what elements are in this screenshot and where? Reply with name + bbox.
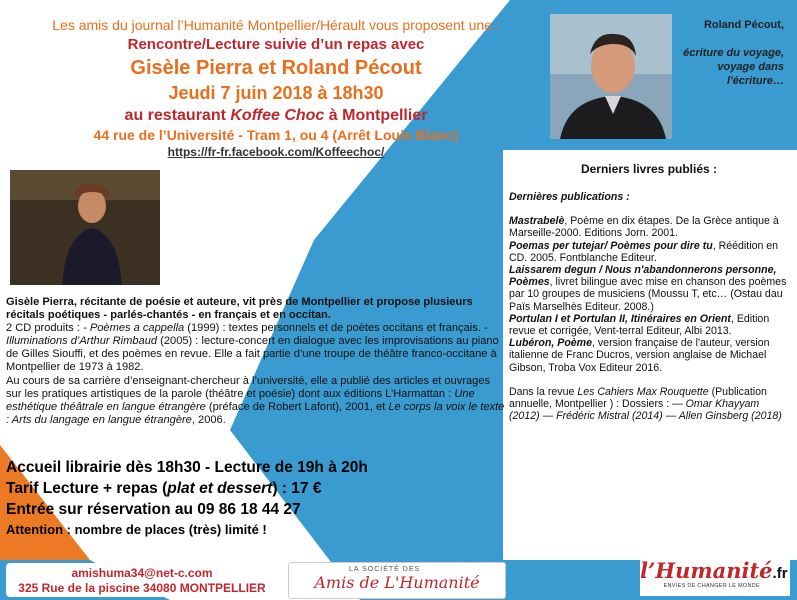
bio-career: Au cours de sa carrière d’enseignant-chercheur à l’université, elle a publié des articles et ouvrages sur les pratiques artistiques de la parole (théâtre et poésie) dont aux éditions L’Harmattan : Une esthétique théâtrale en langue étrangère (préface de Robert Lafont), 2001, et Le corps la voix le texte : Arts du langage en langue étrangère, 2006. [6,374,505,426]
bio-intro: Gisèle Pierra, récitante de poésie et auteure, vit près de Montpellier et propose plusieurs récitals poétiques - parlés-chantés - en français et en occitan. [6,296,473,322]
contact-address: 325 Rue de la piscine 34080 MONTPELLIER [18,581,266,595]
venue-name: Koffee Choc [230,107,325,124]
bib-item: Portulan I et Portulan II, Itinéraires en Orient, Edition revue et corrigée, Vent-terral Editeur, Albi 2013. [509,312,770,338]
gisele-bio [6,296,506,427]
roland-name: Roland Pécout, [703,19,784,31]
attention-line: Attention : nombre de places (très) limité ! [6,522,267,537]
bib-item: Poemas per tutejar/ Poèmes pour dire tu, Réédition en CD. 2005. Fontblanche Editeur. [509,239,779,264]
bib-item: Laissarem degun / Nous n'abandonnerons personne, Poèmes, livret bilingue avec mise en chanson des poèmes par 10 groupes de musiciens (Moussu T, etc… (Ostau dau Païs Marselhès Editeur. 2008.) [509,264,787,313]
reservation-line: Entrée sur réservation au 09 86 18 44 27 [6,501,301,518]
societe-label: LA SOCIÉTÉ DES [349,566,421,573]
event-date: Jeudi 7 juin 2018 à 18h30 [168,83,384,103]
event-type: Rencontre/Lecture suivie d’un repas avec [127,36,425,53]
bibliography-heading: Derniers livres publiés : [580,162,718,176]
practical-info [6,457,486,540]
accueil-line: Accueil librairie dès 18h30 - Lecture de 19h à 20h [6,459,368,476]
humanite-tagline: ENVIES DE CHANGER LE MONDE [663,583,760,589]
facebook-link[interactable]: https://fr-fr.facebook.com/Koffeechoc/ [167,145,385,159]
header-block [20,16,532,160]
guests-title: Gisèle Pierra et Roland Pécout [130,57,422,79]
bib-item: Mastrabelè, Poème en dix étapes. De la Grèce antique à Marseille-2000. Editions Jorn. 2001. [509,215,779,240]
venue-prefix: au restaurant [124,107,226,124]
bibliography-subheading: Dernières publications : [509,191,630,203]
humanite-wordmark: l’Humanité.fr [640,558,788,583]
gisele-pierra-photo [10,170,160,285]
bib-item: Lubéron, Poème, version française de l'auteur, version italienne de Franc Ducros, version anglaise de Michael Gibson, Troba Vox Editeur 2016. [509,337,770,374]
contact-box [6,563,278,597]
contact-email[interactable]: amishuma34@net-c.com [71,566,213,580]
bio-cds: 2 CD produits : - Poèmes a cappella (1999) : textes personnels et de poètes occitans et français. - Illuminations d’Arthur Rimbaud (2005) : lecture-concert en dialogue avec les improvisations au piano de Gilles Siouffi, et des poèmes en revue. Elle a fait partie d’une troupe de théâtre franco-occitane à Montpellier de 1973 à 1982. [6,322,499,374]
revue-paragraph: Dans la revue Les Cahiers Max Rouquette (Publication annuelle, Montpellier ) : Dossiers : — Omar Khayyam (2012) — Frédéric Mistral (2014) — Allen Ginsberg (2018) [509,385,782,423]
venue-line [20,105,532,126]
venue-suffix: à Montpellier [328,107,428,124]
bibliography-list [509,191,789,422]
address-line: 44 rue de l’Université - Tram 1, ou 4 (Arrêt Louis Blanc) [93,127,459,143]
societe-script: Amis de L'Humanité [314,573,480,592]
roland-tagline: écriture du voyage, voyage dans l'écriture… [683,47,784,87]
societe-logo [288,562,506,599]
humanite-logo [640,556,790,596]
roland-caption [680,18,784,88]
roland-pecout-photo [550,14,672,139]
intro-line: Les amis du journal l’Humanité Montpellier/Hérault vous proposent une : [52,17,500,33]
tarif-line: Tarif Lecture + repas (plat et dessert) : 17 € [6,480,322,497]
